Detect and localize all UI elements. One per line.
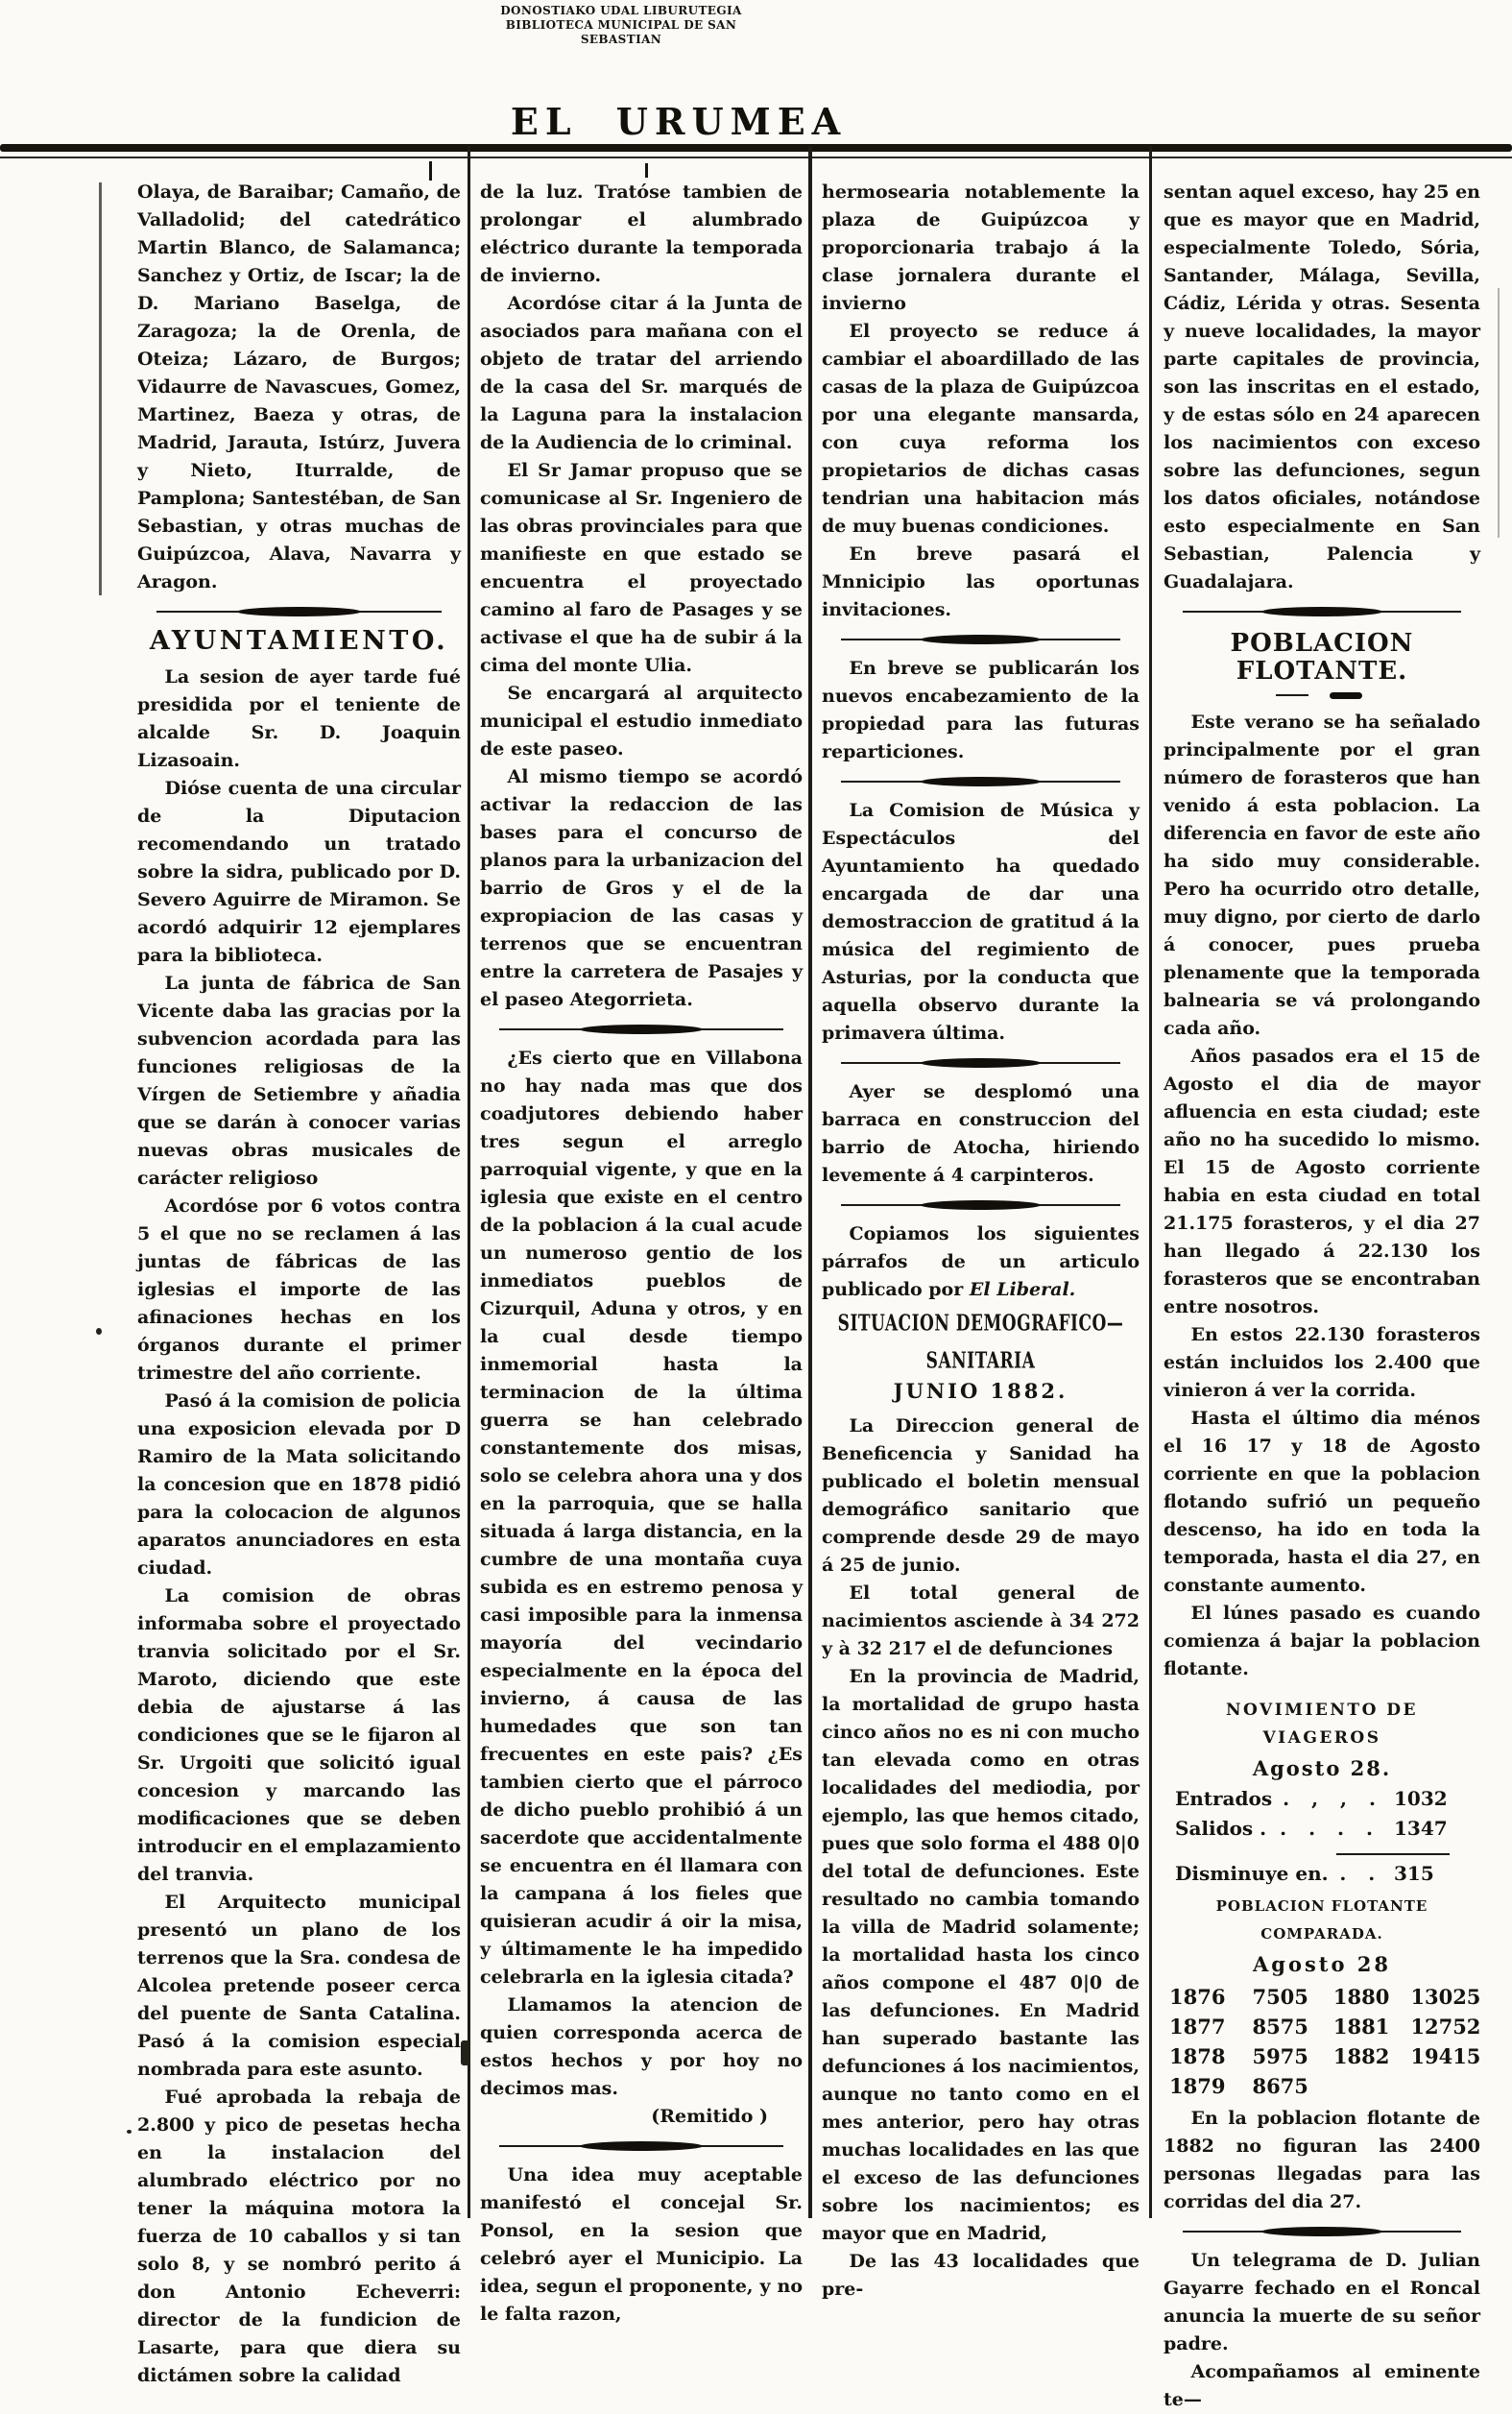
article-paragraph: Acordóse por 6 votos contra 5 el que no se reclamen á las juntas de fábricas de las iglesias el importe de las afinaciones hechas en los órganos durante el primer trimestre del año corriente. [137, 1195, 461, 1384]
article-paragraph: Este verano se ha señalado principalmente por el gran número de forasteros que han venido á esta poblacion. La diferencia en favor de este año ha sido muy considerable. Pero ha ocurrido otro detalle, muy digno, por cierto de darlo á conocer, pues prueba plenamente que la temporada balnearia se vá prolongando cada año. [1164, 712, 1480, 1039]
scan-edge-artifact [1498, 288, 1500, 538]
ornament-divider [837, 1196, 1124, 1214]
article-paragraph: Al mismo tiempo se acordó activar la redaccion de las bases para el concurso de planos para la urbanizacion del barrio de Gros y el de la expropiacion de las casas y terrenos que se encuentran entre la carretera de Pasajes y el paseo Ategorrieta. [480, 766, 803, 1010]
year: 1880 [1332, 1985, 1390, 2009]
ornament-divider [837, 1054, 1124, 1072]
article-paragraph: Dióse cuenta de una circular de la Diputacion recomendando un tratado sobre la sidra, publicado por D. Severo Aguirre de Miramon. Se acordó adquirir 12 ejemplares para la biblioteca. [137, 778, 461, 966]
masthead-rule-thin [0, 157, 1512, 158]
year: 1876 [1169, 1985, 1226, 2009]
table-heading-movimiento-viageros: NOVIMIENTO DE VIAGEROS [1225, 1701, 1419, 1748]
scan-edge-artifact [99, 182, 102, 595]
ledger-row-entrados [1175, 1784, 1476, 1814]
stamp-line-2: BIBLIOTECA MUNICIPAL DE SAN SEBASTIAN [505, 18, 737, 46]
ornament-divider [495, 2137, 787, 2155]
count: 8575 [1252, 2015, 1308, 2039]
article-paragraph: En la poblacion flotante de 1882 no figuran las 2400 personas llegadas para las corridas del dia 27. [1164, 2108, 1480, 2212]
table-date: Agosto 28. [1252, 1756, 1392, 1780]
newspaper-masthead: EL URUMEA [510, 100, 848, 143]
ink-speck [96, 1328, 102, 1335]
table-heading-poblacion-comparada: POBLACION FLOTANTE COMPARADA. [1215, 1897, 1428, 1943]
column-divider-1 [468, 146, 470, 2218]
article-paragraph: El lúnes pasado es cuando comienza á bajar la poblacion flotante. [1164, 1603, 1480, 1679]
count: 5975 [1252, 2044, 1308, 2068]
article-paragraph: En breve se publicarán los nuevos encabezamiento de la propiedad para las futuras reparticiones. [822, 658, 1140, 762]
ledger-value: 315 [1394, 1862, 1434, 1885]
count: 7505 [1252, 1985, 1308, 2009]
column-2 [480, 179, 803, 2329]
table-cell [1308, 2041, 1481, 2071]
dot-leader: . . . . [1280, 1817, 1380, 1840]
article-paragraph: De las 43 localidades que pre- [822, 2251, 1140, 2300]
article-paragraph: En breve pasará el Mnnicipio las oportunas invitaciones. [822, 543, 1140, 620]
article-paragraph: La Direccion general de Beneficencia y Sanidad ha publicado el boletin mensual demográfico sanitario que comprende desde 29 de mayo á 25 de junio. [822, 1415, 1140, 1576]
article-paragraph: La sesion de ayer tarde fué presidida por el teniente de alcalde Sr. D. Joaquin Lizasoain. [137, 666, 461, 771]
table-date: Agosto 28 [1252, 1952, 1392, 1976]
column-divider-2 [808, 146, 812, 2218]
year: 1878 [1169, 2044, 1226, 2068]
article-paragraph: Hasta el último dia ménos el 16 17 y 18 de Agosto corriente en que la poblacion flotando sufrió un pequeño descenso, ha ido en toda la temporada, hasta el dia 27, en constante aumento. [1164, 1408, 1480, 1596]
table-cell [1308, 2012, 1481, 2041]
article-paragraph: Ayer se desplomó una barraca en construccion del barrio de Atocha, hiriendo levemente á 4 carpinteros. [822, 1081, 1140, 1186]
ornament-divider [837, 773, 1124, 790]
ink-speck [127, 2130, 132, 2134]
ledger-value: 1032 [1394, 1787, 1448, 1810]
ledger-label: Disminuye en. [1175, 1862, 1329, 1885]
year: 1881 [1332, 2015, 1390, 2039]
article-paragraph: El Sr Jamar propuso que se comunicase al Sr. Ingeniero de las obras provinciales para que manifieste en que estado se encuentra el proyectado camino al faro de Pasages y se activase el que ha de subir á la cima del monte Ulia. [480, 460, 803, 676]
article-paragraph: La junta de fábrica de San Vicente daba las gracias por la subvencion acordada para las funciones religiosas de la Vírgen de Setiembre y añadia que se darán à conocer varias nuevas obras musicales de carácter religioso [137, 973, 461, 1189]
article-paragraph: ¿Es cierto que en Villabona no hay nada mas que dos coadjutores debiendo haber tres segun el arreglo parroquial vigente, y que en la iglesia que existe en el centro de la poblacion á la cual acude un numeroso gentio de los inmediatos pueblos de Cizurquil, Aduna y otros, y en la cual desde tiempo inmemorial hasta la terminacion de la última guerra se han celebrado constantemente dos misas, solo se celebra ahora una y dos en la parroquia, que se halla situada á larga distancia, en la cumbre de una montaña cuya subida es en estremo penosa y casi imposible para la inmensa mayoría del vecindario especialmente en la época del invierno, á causa de las humedades que son tan frecuentes en este pais? ¿Es tambien cierto que el párroco de dicho pueblo prohibió á un sacerdote que accidentalmente se encuentra en él llamara con la campana á los fieles que quisieran acudir á oir la misa, y últimamente le ha impedido celebrarla en la iglesia citada? [480, 1048, 803, 1988]
article-paragraph: La comision de obras informaba sobre el proyectado tranvia solicitado por el Sr. Maroto, diciendo que este debia de ajustarse á las condiciones que se le fijaron al Sr. Urgoiti que solicitó igual concesion y marcando las modificaciones que se deben introducir en el emplazamiento del tranvia. [137, 1585, 461, 1885]
remitido-signature: (Remitido ) [651, 2106, 768, 2127]
ledger-value: 1347 [1394, 1817, 1448, 1840]
article-paragraph: En la provincia de Madrid, la mortalidad de grupo hasta cinco años no es ni con mucho tan elevada como en otras localidades del mediodia, por ejemplo, las que hemos citado, pues que solo forma el 488 0|0 del total de defunciones. Este resultado no cambia tomando la villa de Madrid solamente; la mortalidad hasta los cinco años compone el 487 0|0 de las defunciones. En Madrid han superado bastante las defunciones á los nacimientos, aunque no tanto como en el mes anterior, pero hay otras muchas localidades en las que el exceso de las defunciones sobre los nacimientos; es mayor que en Madrid, [822, 1666, 1140, 2244]
column-3 [822, 179, 1140, 2304]
article-paragraph: Olaya, de Baraibar; Camaño, de Valladolid; del catedrático Martin Blanco, de Salamanca; Sanchez y Ortiz, de Iscar; la de D. Mariano Baselga, de Zaragoza; la de Orenla, de Oteiza; Lázaro, de Burgos; Vidaurre de Navascues, Gomez, Martinez, Baeza y otras, de Madrid, Jarauta, Istúrz, Juvera y Nieto, Iturralde, de Pamplona; Santestéban, de San Sebastian, y otras muchas de Guipúzcoa, Alava, Navarra y Aragon. [137, 181, 461, 592]
section-heading-poblacion-flotante: POBLACION FLOTANTE. [1230, 629, 1414, 686]
viageros-ledger [1175, 1784, 1476, 1889]
small-ornament-divider [1276, 689, 1368, 701]
ledger-row-disminuye [1175, 1859, 1476, 1889]
article-paragraph: Llamamos la atencion de quien corresponda acerca de estos hechos y por hoy no decimos mas. [480, 1994, 803, 2099]
count: 19415 [1410, 2044, 1481, 2068]
count: 12752 [1410, 2015, 1481, 2039]
ledger-label: Entrados [1175, 1787, 1273, 1810]
article-paragraph: El proyecto se reduce á cambiar el aboardillado de las casas de la plaza de Guipúzcoa por una elegante mansarda, con cuya reforma los propietarios de dichas casas tendrian una habitacion más de muy buenas condiciones. [822, 321, 1140, 537]
year: 1882 [1332, 2044, 1390, 2068]
section-subheading-junio: JUNIO 1882. [893, 1379, 1068, 1403]
section-heading-situacion: SITUACION DEMOGRAFICO—SANITARIA [837, 1311, 1124, 1375]
count: 13025 [1410, 1985, 1481, 2009]
ornament-divider [495, 1021, 787, 1038]
article-paragraph: El total general de nacimientos asciende à 34 272 y à 32 217 el de defunciones [822, 1582, 1140, 1659]
ink-tick [645, 163, 648, 178]
table-cell [1164, 2071, 1308, 2101]
library-stamp [492, 4, 751, 47]
article-paragraph: La Comision de Música y Espectáculos del Ayuntamiento ha quedado encargada de dar una demostraccion de gratitud á la música del regimiento de Asturias, por la conducta que aquella observo durante la primavera última. [822, 800, 1140, 1044]
article-paragraph: Acordóse citar á la Junta de asociados para mañana con el objeto de tratar del arriendo de la casa del Sr. marqués de la Laguna para la instalacion de la Audiencia de lo criminal. [480, 293, 803, 453]
ornament-divider [837, 631, 1124, 648]
year: 1877 [1169, 2015, 1226, 2039]
subtraction-rule [1336, 1853, 1450, 1855]
table-cell [1164, 2012, 1308, 2041]
article-paragraph [822, 1220, 1140, 1304]
ink-tick [429, 161, 432, 181]
article-paragraph: Fué aprobada la rebaja de 2.800 y pico de pesetas hecha en la instalacion del alumbrado eléctrico por no tener la máquina motora la fuerza de 10 caballos y si tan solo 8, y se nombró perito á don Antonio Echeverri: director de la fundicion de Lasarte, para que diera su dictámen sobre la calidad [137, 2087, 461, 2386]
year: 1879 [1169, 2074, 1226, 2098]
stamp-line-1: DONOSTIAKO UDAL LIBURUTEGIA [500, 4, 742, 17]
paragraph-text: Copiamos los siguientes párrafos de un articulo publicado por [822, 1223, 1140, 1300]
article-paragraph: sentan aquel exceso, hay 25 en que es mayor que en Madrid, especialmente Toledo, Sória, Santander, Málaga, Sevilla, Cádiz, Lérida y otras. Sesenta y nueve localidades, la mayor parte capitales de provincia, son las inscritas en el estado, y de estas sólo en 24 aparecen los nacimientos con exceso sobre las defunciones, segun los datos oficiales, notándose esto especialmente en San Sebastian, Palencia y Guadalajara. [1164, 181, 1480, 592]
ornament-divider [1179, 2223, 1465, 2240]
article-paragraph: Pasó á la comision de policia una exposicion elevada por D Ramiro de la Mata solicitando la concesion que en 1878 pidió para la colocacion de algunos aparatos anunciadores en esta ciudad. [137, 1390, 461, 1579]
poblacion-comparada-table [1164, 1982, 1480, 2101]
dot-leader: . . [1339, 1862, 1383, 1885]
article-paragraph: Se encargará al arquitecto municipal el estudio inmediato de este paseo. [480, 683, 803, 760]
dot-leader: . , , . [1283, 1787, 1383, 1810]
article-paragraph: El Arquitecto municipal presentó un plano de los terrenos que la Sra. condesa de Alcolea pretende poseer cerca del puente de Santa Catalina. Pasó á la comision especial nombrada para este asunto. [137, 1892, 461, 2080]
article-paragraph: Acompañamos al eminente te— [1164, 2361, 1480, 2410]
ink-speck [461, 2040, 469, 2065]
article-paragraph: hermosearia notablemente la plaza de Guipúzcoa y proporcionaria trabajo á la clase jornalera durante el invierno [822, 181, 1140, 314]
column-4 [1164, 179, 1480, 2414]
table-cell [1308, 2071, 1481, 2101]
article-paragraph: En estos 22.130 forasteros están incluidos los 2.400 que vinieron á ver la corrida. [1164, 1324, 1480, 1401]
ledger-row-salidos [1175, 1814, 1476, 1844]
article-paragraph: Años pasados era el 15 de Agosto el dia de mayor afluencia en esta ciudad; este año no ha sucedido lo mismo. El 15 de Agosto corriente habia en esta ciudad en total 21.175 forasteros, y el dia 27 han llegado á 22.130 los forasteros que se encontraban entre nosotros. [1164, 1046, 1480, 1317]
section-heading-ayuntamiento: AYUNTAMIENTO. [149, 626, 449, 656]
article-paragraph: Un telegrama de D. Julian Gayarre fechado en el Roncal anuncia la muerte de su señor padre. [1164, 2250, 1480, 2354]
column-divider-3 [1149, 146, 1152, 2218]
ornament-divider [153, 603, 445, 620]
article-paragraph: Una idea muy aceptable manifestó el concejal Sr. Ponsol, en la sesion que celebró ayer el Municipio. La idea, segun el proponente, y no le falta razon, [480, 2164, 803, 2325]
ledger-label: Salidos . [1175, 1817, 1267, 1840]
ornament-divider [1179, 603, 1465, 620]
table-cell [1308, 1982, 1481, 2012]
table-cell [1164, 1982, 1308, 2012]
cited-publication-name: El Liberal. [969, 1279, 1076, 1300]
masthead-rule-thick [0, 144, 1512, 152]
column-1 [137, 179, 461, 2390]
count: 8675 [1252, 2074, 1308, 2098]
table-cell [1164, 2041, 1308, 2071]
article-paragraph: de la luz. Tratóse tambien de prolongar el alumbrado eléctrico durante la temporada de invierno. [480, 181, 803, 286]
